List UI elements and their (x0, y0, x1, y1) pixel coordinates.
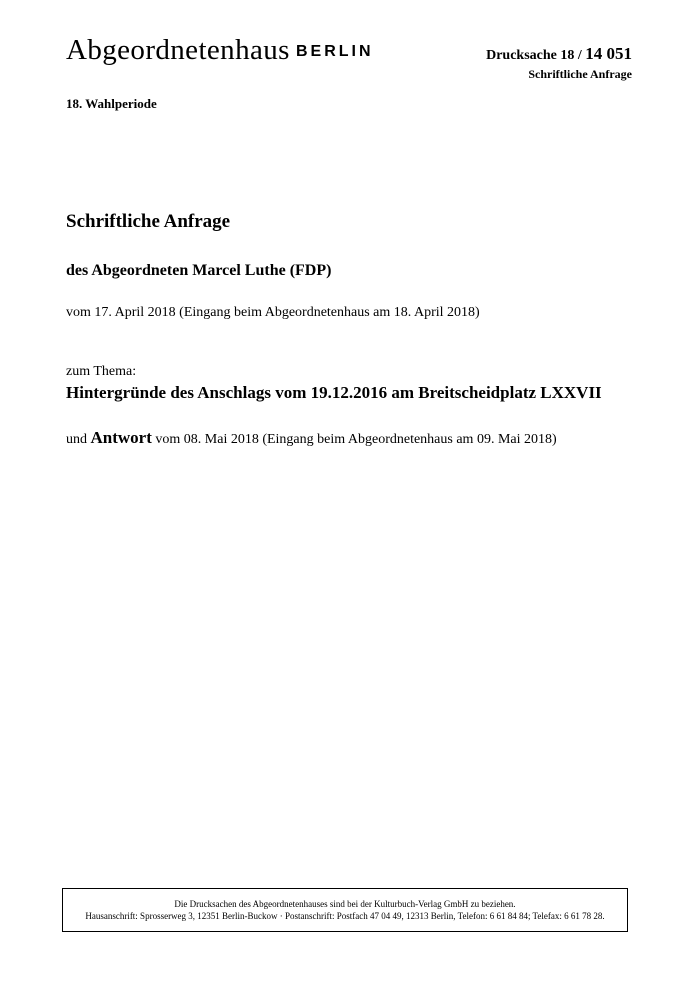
footer-line-2: Hausanschrift: Sprosserweg 3, 12351 Berlin-Buckow · Postanschrift: Postfach 47 04 49, 12313 Berlin, Telefon: 6 61 84 84; Telefax: 6 61 78 28. (85, 911, 605, 921)
author-line: des Abgeordneten Marcel Luthe (FDP) (66, 262, 332, 279)
footer-line-1: Die Drucksachen des Abgeordnetenhauses sind bei der Kulturbuch-Verlag GmbH zu beziehen. (174, 899, 516, 909)
drucksache-number (486, 44, 632, 64)
date-line: vom 17. April 2018 (Eingang beim Abgeordnetenhaus am 18. April 2018) (66, 305, 480, 320)
answer-prefix: und (66, 432, 91, 447)
topic-label: zum Thema: (66, 364, 137, 379)
topic-title: Hintergründe des Anschlags vom 19.12.2016 am Breitscheidplatz LXXVII (66, 383, 602, 402)
answer-date: vom 08. Mai 2018 (Eingang beim Abgeordnetenhaus am 09. Mai 2018) (151, 432, 557, 447)
legislative-period: 18. Wahlperiode (66, 96, 157, 111)
answer-word: Antwort (90, 428, 152, 447)
document-title: Schriftliche Anfrage (66, 211, 231, 232)
logo-city: BERLIN (296, 43, 374, 60)
logo-wordmark: Abgeordnetenhaus (66, 34, 290, 66)
answer-line (66, 428, 557, 448)
document-type: Schriftliche Anfrage (528, 67, 632, 81)
drucksache-value: 14 051 (585, 44, 632, 63)
drucksache-prefix: Drucksache 18 / (486, 48, 586, 63)
footer-box (62, 888, 628, 932)
